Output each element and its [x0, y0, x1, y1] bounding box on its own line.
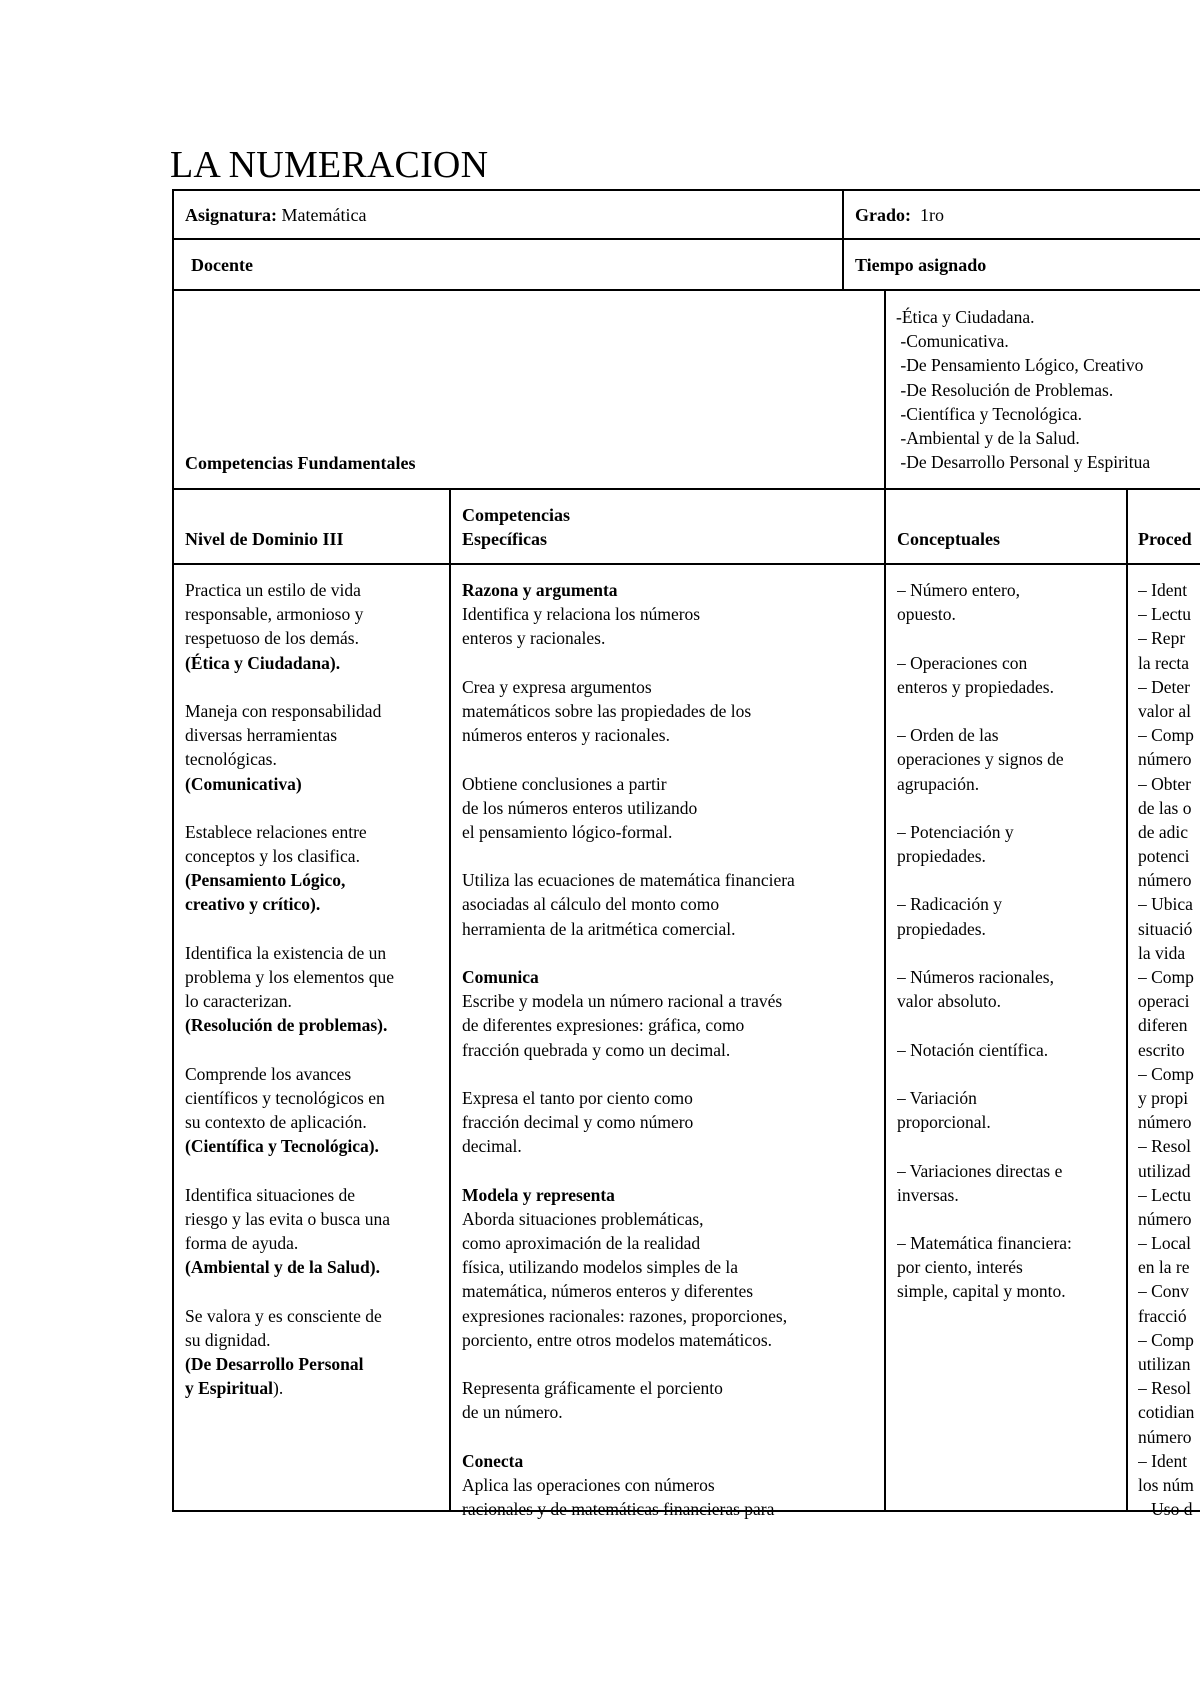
- competencia-especifica-line: física, utilizando modelos simples de la: [462, 1257, 739, 1278]
- nivel-dominio-line: respetuoso de los demás.: [185, 628, 359, 649]
- tiempo-field: [855, 253, 986, 277]
- competencia-especifica-line: fracción decimal y como número: [462, 1112, 694, 1133]
- competencias-fundamentales-list: [896, 305, 1200, 474]
- table-rule-row1: [172, 238, 1200, 240]
- conceptual-line: – Notación científica.: [897, 1039, 1049, 1060]
- procedimental-line: diferen: [1138, 1015, 1188, 1036]
- competencia-especifica-line: Aborda situaciones problemáticas,: [462, 1208, 704, 1229]
- procedimental-line: – Ubica: [1138, 894, 1193, 915]
- nivel-dominio-line: riesgo y las evita o busca una: [185, 1208, 391, 1229]
- competencia-especifica-line: expresiones racionales: razones, proporciones,: [462, 1305, 788, 1326]
- blank-line: [897, 941, 1124, 965]
- competencia-especifica-line: racionales y de matemáticas financieras para: [462, 1499, 775, 1520]
- procedimental-line: de adic: [1138, 821, 1189, 842]
- blank-line: [462, 651, 882, 675]
- nivel-dominio-line: (Científica y Tecnológica).: [185, 1136, 379, 1157]
- blank-line: [185, 1279, 447, 1303]
- competencia-especifica-line: de diferentes expresiones: gráfica, como: [462, 1015, 745, 1036]
- procedimental-line: de las o: [1138, 797, 1192, 818]
- competencia-especifica-line: Razona y argumenta: [462, 580, 618, 600]
- conceptual-line: enteros y propiedades.: [897, 676, 1054, 697]
- blank-line: [897, 1134, 1124, 1158]
- competencia-fundamental-item: -Comunicativa.: [896, 331, 1009, 352]
- table-rule-header-split: [842, 189, 844, 290]
- conceptual-line: proporcional.: [897, 1112, 991, 1133]
- blank-line: [185, 796, 447, 820]
- competencia-fundamental-item: -Científica y Tecnológica.: [896, 403, 1083, 424]
- blank-line: [897, 796, 1124, 820]
- competencia-especifica-line: Expresa el tanto por ciento como: [462, 1087, 693, 1108]
- competencias-fundamentales-label: Competencias Fundamentales: [185, 453, 416, 473]
- table-border-top: [172, 189, 1200, 191]
- procedimental-line: – Lectu: [1138, 1184, 1191, 1205]
- conceptual-line: – Operaciones con: [897, 652, 1028, 673]
- blank-line: [185, 1038, 447, 1062]
- procedimental-line: utilizan: [1138, 1354, 1191, 1374]
- asignatura-value: Matemática: [277, 205, 367, 225]
- competencia-fundamental-item: -De Pensamiento Lógico, Creativo: [896, 355, 1144, 376]
- col-header-procedimentales-label: Proced: [1138, 529, 1192, 549]
- procedimental-line: situació: [1138, 918, 1193, 939]
- nivel-dominio-line: y Espiritual).: [185, 1378, 284, 1399]
- blank-line: [897, 1062, 1124, 1086]
- procedimental-line: los núm: [1138, 1474, 1194, 1495]
- conceptuales-column: [897, 578, 1124, 1304]
- blank-line: [897, 868, 1124, 892]
- competencia-especifica-line: asociadas al cálculo del monto como: [462, 894, 720, 915]
- nivel-dominio-line: (Ambiental y de la Salud).: [185, 1257, 380, 1278]
- competencia-especifica-line: matemática, números enteros y diferentes: [462, 1281, 754, 1302]
- competencia-fundamental-item: -Ética y Ciudadana.: [896, 307, 1035, 327]
- nivel-dominio-line: Establece relaciones entre: [185, 821, 367, 842]
- col-header-especificas-line1: Competencias: [462, 505, 570, 525]
- document-title: LA NUMERACION: [170, 144, 489, 186]
- competencia-especifica-line: de los números enteros utilizando: [462, 797, 698, 818]
- nivel-dominio-line: forma de ayuda.: [185, 1233, 299, 1254]
- asignatura-label: Asignatura:: [185, 205, 278, 225]
- conceptual-line: – Matemática financiera:: [897, 1233, 1072, 1254]
- procedimental-line: – Repr: [1138, 628, 1186, 649]
- conceptual-line: – Potenciación y: [897, 821, 1014, 842]
- col-header-procedimentales: [1138, 527, 1200, 551]
- nivel-dominio-line: Identifica situaciones de: [185, 1184, 356, 1205]
- procedimental-line: – Resol: [1138, 1136, 1191, 1157]
- blank-line: [185, 675, 447, 699]
- nivel-dominio-line: lo caracterizan.: [185, 991, 292, 1012]
- tiempo-label: Tiempo asignado: [855, 255, 987, 275]
- procedimental-line: valor al: [1138, 700, 1191, 721]
- competencia-especifica-line: Escribe y modela un número racional a través: [462, 991, 783, 1012]
- procedimental-line: número: [1138, 749, 1192, 770]
- conceptual-line: – Números racionales,: [897, 967, 1054, 987]
- competencia-especifica-line: decimal.: [462, 1136, 522, 1157]
- nivel-dominio-line: científicos y tecnológicos en: [185, 1087, 385, 1108]
- nivel-dominio-line: (Pensamiento Lógico,: [185, 870, 346, 891]
- nivel-dominio-line: tecnológicas.: [185, 749, 277, 770]
- competencia-especifica-line: Representa gráficamente el porciento: [462, 1378, 723, 1399]
- table-rule-col4: [1126, 488, 1128, 1512]
- procedimental-line: – Local: [1138, 1233, 1191, 1254]
- conceptual-line: por ciento, interés: [897, 1257, 1023, 1278]
- conceptual-line: – Orden de las: [897, 725, 999, 746]
- col-header-nivel: [185, 527, 344, 551]
- blank-line: [185, 917, 447, 941]
- nivel-dominio-line: (De Desarrollo Personal: [185, 1354, 364, 1374]
- table-rule-competencias-split: [884, 289, 886, 1512]
- table-rule-header: [172, 563, 1200, 565]
- competencia-fundamental-item: -De Desarrollo Personal y Espiritua: [896, 452, 1151, 473]
- conceptual-line: simple, capital y monto.: [897, 1281, 1066, 1302]
- procedimental-line: – Comp: [1138, 725, 1194, 746]
- procedimental-line: – Comp: [1138, 967, 1194, 987]
- table-rule-row2: [172, 289, 1200, 291]
- nivel-dominio-line: creativo y crítico).: [185, 894, 321, 915]
- nivel-dominio-line: (Ética y Ciudadana).: [185, 652, 341, 673]
- blank-line: [897, 699, 1124, 723]
- procedimental-line: en la re: [1138, 1257, 1190, 1278]
- procedimental-line: – Lectu: [1138, 604, 1191, 625]
- blank-line: [462, 1062, 882, 1086]
- procedimental-line: y propi: [1138, 1087, 1189, 1108]
- procedimental-line: – Deter: [1138, 676, 1190, 697]
- procedimental-line: – Ident: [1138, 580, 1188, 600]
- procedimental-line: la recta: [1138, 652, 1189, 673]
- blank-line: [462, 941, 882, 965]
- grado-value: 1ro: [911, 205, 944, 225]
- conceptual-line: propiedades.: [897, 918, 986, 939]
- col-header-especificas: [462, 503, 570, 551]
- competencia-fundamental-item: -Ambiental y de la Salud.: [896, 427, 1080, 448]
- procedimental-line: número: [1138, 870, 1192, 891]
- nivel-dominio-line: Comprende los avances: [185, 1063, 352, 1084]
- competencia-especifica-line: Utiliza las ecuaciones de matemática financiera: [462, 870, 795, 891]
- procedimental-line: número: [1138, 1426, 1192, 1447]
- col-header-conceptuales: [897, 527, 1000, 551]
- nivel-dominio-column: [185, 578, 447, 1400]
- col-header-especificas-line2: Específicas: [462, 529, 547, 549]
- procedimental-line: – Resol: [1138, 1378, 1191, 1399]
- procedimentales-column: [1138, 578, 1200, 1521]
- col-header-nivel-label: Nivel de Dominio III: [185, 529, 344, 549]
- conceptual-line: inversas.: [897, 1184, 959, 1205]
- grado-field: [855, 203, 944, 227]
- nivel-dominio-line: conceptos y los clasifica.: [185, 846, 360, 867]
- competencia-especifica-line: fracción quebrada y como un decimal.: [462, 1039, 731, 1060]
- competencia-especifica-line: Aplica las operaciones con números: [462, 1474, 715, 1495]
- conceptual-line: operaciones y signos de: [897, 749, 1064, 770]
- blank-line: [462, 1352, 882, 1376]
- competencia-especifica-line: Obtiene conclusiones a partir: [462, 773, 667, 794]
- conceptual-line: – Número entero,: [897, 580, 1020, 600]
- procedimental-line: – Ident: [1138, 1450, 1188, 1471]
- procedimental-line: operaci: [1138, 991, 1190, 1012]
- competencia-especifica-line: Modela y representa: [462, 1184, 615, 1205]
- conceptual-line: agrupación.: [897, 773, 980, 794]
- nivel-dominio-line: su contexto de aplicación.: [185, 1112, 367, 1133]
- procedimental-line: – Uso d: [1138, 1499, 1193, 1520]
- conceptual-line: – Radicación y: [897, 894, 1002, 915]
- nivel-dominio-line: Se valora y es consciente de: [185, 1305, 382, 1326]
- nivel-dominio-line: Practica un estilo de vida: [185, 580, 361, 600]
- nivel-dominio-line: (Comunicativa): [185, 773, 302, 794]
- nivel-dominio-line: su dignidad.: [185, 1329, 271, 1350]
- competencia-especifica-line: porciento, entre otros modelos matemáticos.: [462, 1329, 773, 1350]
- conceptual-line: – Variación: [897, 1087, 977, 1108]
- asignatura-field: [185, 203, 366, 227]
- procedimental-line: potenci: [1138, 846, 1190, 867]
- competencia-especifica-line: matemáticos sobre las propiedades de los: [462, 700, 752, 721]
- competencias-fundamentales-label-cell: [185, 451, 416, 475]
- docente-field: [191, 253, 253, 277]
- col-header-conceptuales-label: Conceptuales: [897, 529, 1000, 549]
- procedimental-line: escrito: [1138, 1039, 1185, 1060]
- blank-line: [897, 1013, 1124, 1037]
- competencias-especificas-column: [462, 578, 882, 1521]
- procedimental-line: – Comp: [1138, 1063, 1194, 1084]
- procedimental-line: número: [1138, 1112, 1192, 1133]
- competencia-especifica-line: números enteros y racionales.: [462, 725, 670, 746]
- nivel-dominio-line: (Resolución de problemas).: [185, 1015, 388, 1036]
- grado-label: Grado:: [855, 205, 911, 225]
- blank-line: [462, 844, 882, 868]
- procedimental-line: fracció: [1138, 1305, 1187, 1326]
- nivel-dominio-line: problema y los elementos que: [185, 967, 394, 987]
- nivel-dominio-line: responsable, armonioso y: [185, 604, 364, 625]
- conceptual-line: – Variaciones directas e: [897, 1160, 1063, 1181]
- competencia-especifica-line: Crea y expresa argumentos: [462, 676, 652, 697]
- table-rule-row3: [172, 488, 1200, 490]
- competencia-especifica-line: Conecta: [462, 1450, 524, 1471]
- table-rule-col2: [449, 488, 451, 1512]
- competencia-fundamental-item: -De Resolución de Problemas.: [896, 379, 1114, 400]
- competencia-especifica-line: de un número.: [462, 1402, 563, 1423]
- blank-line: [897, 626, 1124, 650]
- docente-label: Docente: [191, 255, 253, 275]
- procedimental-line: – Conv: [1138, 1281, 1190, 1302]
- competencia-especifica-line: Comunica: [462, 967, 539, 987]
- blank-line: [462, 1159, 882, 1183]
- competencia-especifica-line: como aproximación de la realidad: [462, 1233, 701, 1254]
- conceptual-line: valor absoluto.: [897, 991, 1002, 1012]
- procedimental-line: – Comp: [1138, 1329, 1194, 1350]
- blank-line: [897, 1207, 1124, 1231]
- conceptual-line: propiedades.: [897, 846, 986, 867]
- nivel-dominio-line: Identifica la existencia de un: [185, 942, 387, 963]
- competencia-especifica-line: Identifica y relaciona los números: [462, 604, 701, 625]
- nivel-dominio-line: diversas herramientas: [185, 725, 338, 746]
- blank-line: [462, 747, 882, 771]
- competencia-especifica-line: enteros y racionales.: [462, 628, 606, 649]
- procedimental-line: la vida: [1138, 942, 1186, 963]
- competencia-especifica-line: herramienta de la aritmética comercial.: [462, 918, 736, 939]
- procedimental-line: utilizad: [1138, 1160, 1191, 1181]
- conceptual-line: opuesto.: [897, 604, 956, 625]
- blank-line: [185, 1159, 447, 1183]
- nivel-dominio-line: Maneja con responsabilidad: [185, 700, 382, 721]
- procedimental-line: número: [1138, 1208, 1192, 1229]
- blank-line: [462, 1425, 882, 1449]
- procedimental-line: cotidian: [1138, 1402, 1195, 1423]
- competencia-especifica-line: el pensamiento lógico-formal.: [462, 821, 673, 842]
- table-border-left: [172, 189, 174, 1512]
- procedimental-line: – Obter: [1138, 773, 1191, 794]
